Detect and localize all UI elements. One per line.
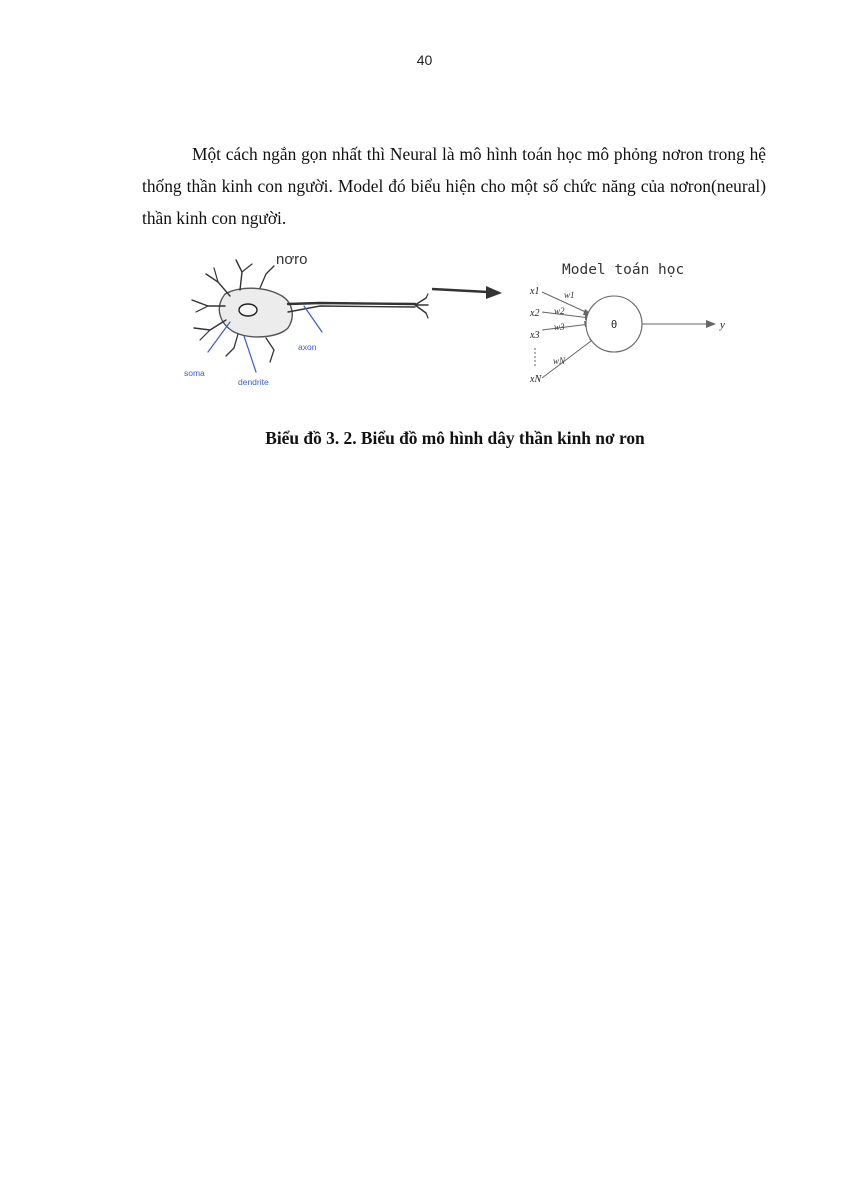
input-x1: x1 <box>530 286 540 297</box>
axon-label: axon <box>298 342 317 352</box>
neuron-drawing <box>192 260 428 372</box>
dendrite-label: dendrite <box>238 377 269 387</box>
body-paragraph: Một cách ngắn gọn nhất thì Neural là mô hình toán học mô phỏng nơron trong hệ thống thần kinh con người. Model đó biểu hiện cho một số chức năng của nơron(neural) thần kinh con người. <box>142 144 766 228</box>
figure-caption: Biểu đồ 3. 2. Biểu đồ mô hình dây thần kinh nơ ron <box>265 428 645 448</box>
neuron-model-figure <box>170 246 750 396</box>
input-x2: x2 <box>530 308 540 319</box>
input-x3: x3 <box>530 330 540 341</box>
neuron-title: nơro <box>276 251 308 268</box>
output-arrowhead <box>706 320 716 328</box>
output-y: y <box>720 319 725 331</box>
weight-w3: w3 <box>554 322 565 332</box>
model-title: Model toán học <box>562 262 685 278</box>
node-symbol: θ <box>610 319 618 331</box>
page-number: 40 <box>416 52 433 68</box>
weight-wN: wN <box>553 356 566 366</box>
transition-arrow <box>432 286 502 299</box>
neuron-diagram <box>170 246 750 396</box>
soma-label: soma <box>184 368 205 378</box>
weight-w1: w1 <box>564 290 575 300</box>
weight-w2: w2 <box>554 306 565 316</box>
input-xN: xN <box>530 374 542 385</box>
